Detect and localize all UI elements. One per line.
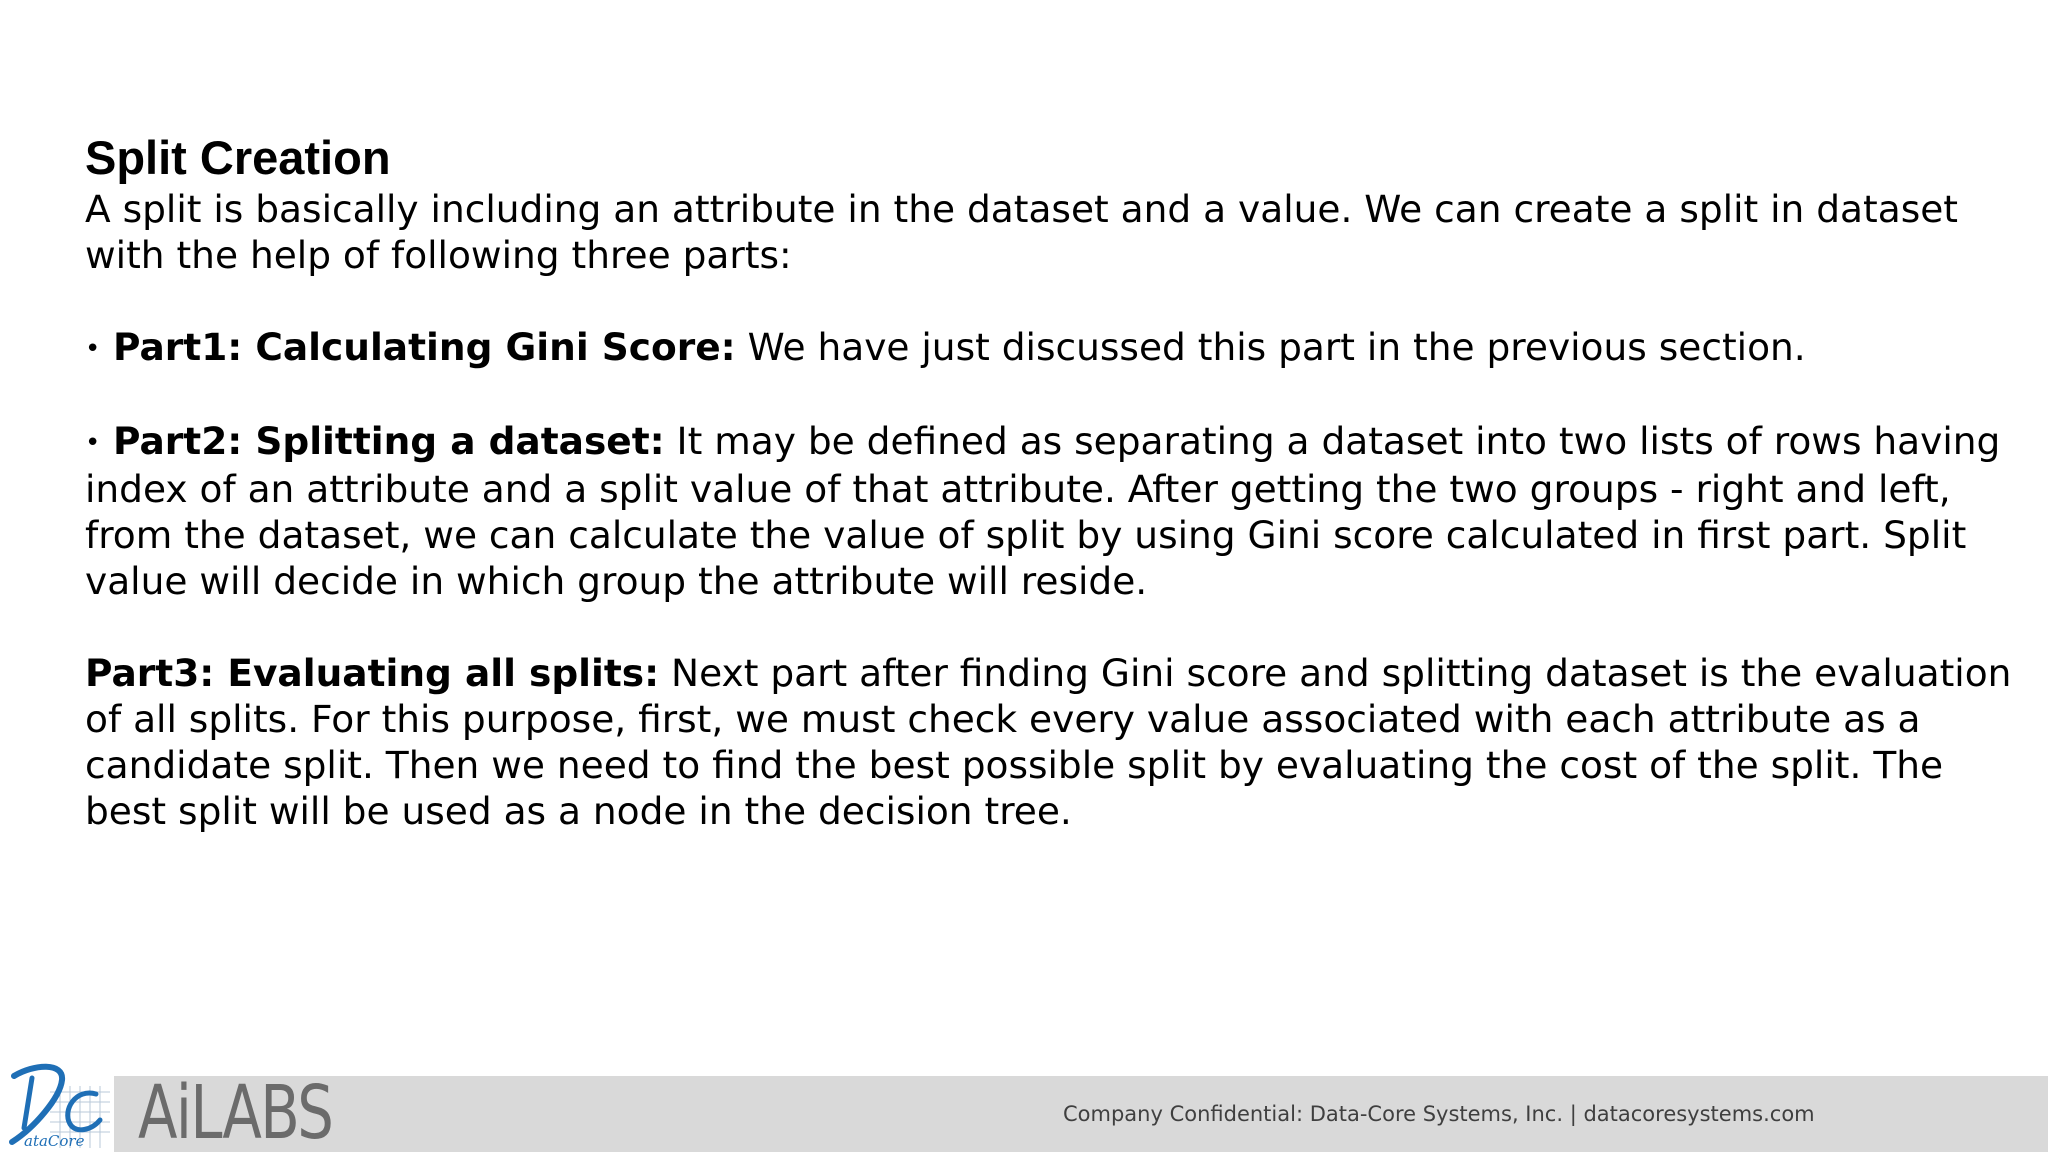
part3-heading: Part3: Evaluating all splits: <box>85 651 660 695</box>
datacore-logo-icon <box>4 1058 112 1152</box>
part3-text: Next part after finding Gini score and splitting dataset is the evaluation of all splits. For this purpose, first, we must check every value associated with each attribute as a candidate split. Then we need to find the best possible split by evaluating the cost of the split. The best split will be used as a node in the decision tree. <box>85 651 2012 833</box>
part2-heading: Part2: Splitting a dataset: <box>113 419 665 463</box>
bullet-icon: • <box>85 334 101 364</box>
part1-text: We have just discussed this part in the previous section. <box>735 325 1806 369</box>
part2-text: It may be defined as separating a dataset into two lists of rows having index of an attribute and a split value of that attribute. After getting the two groups - right and left, from the dataset, we can calculate the value of split by using Gini score calculated in first part. Split value will decide in which group the attribute will reside. <box>85 419 2001 603</box>
slide-content <box>85 130 2015 834</box>
spacer <box>85 604 2015 650</box>
part1-paragraph <box>85 324 2015 372</box>
part3-paragraph <box>85 650 2015 834</box>
logo-mark-text: ataCore <box>24 1132 85 1150</box>
spacer <box>85 278 2015 324</box>
intro-paragraph: A split is basically including an attribute in the dataset and a value. We can create a split in dataset with the help of following three parts: <box>85 187 1959 277</box>
bullet-icon: • <box>85 428 101 458</box>
slide-title: Split Creation <box>85 131 391 184</box>
part2-paragraph <box>85 418 2015 604</box>
part1-heading: Part1: Calculating Gini Score: <box>113 325 736 369</box>
ailabs-logo: AiLABS <box>138 1070 333 1152</box>
footer-confidential-text: Company Confidential: Data-Core Systems, Inc. | datacoresystems.com <box>1063 1102 1815 1126</box>
spacer <box>85 372 2015 418</box>
